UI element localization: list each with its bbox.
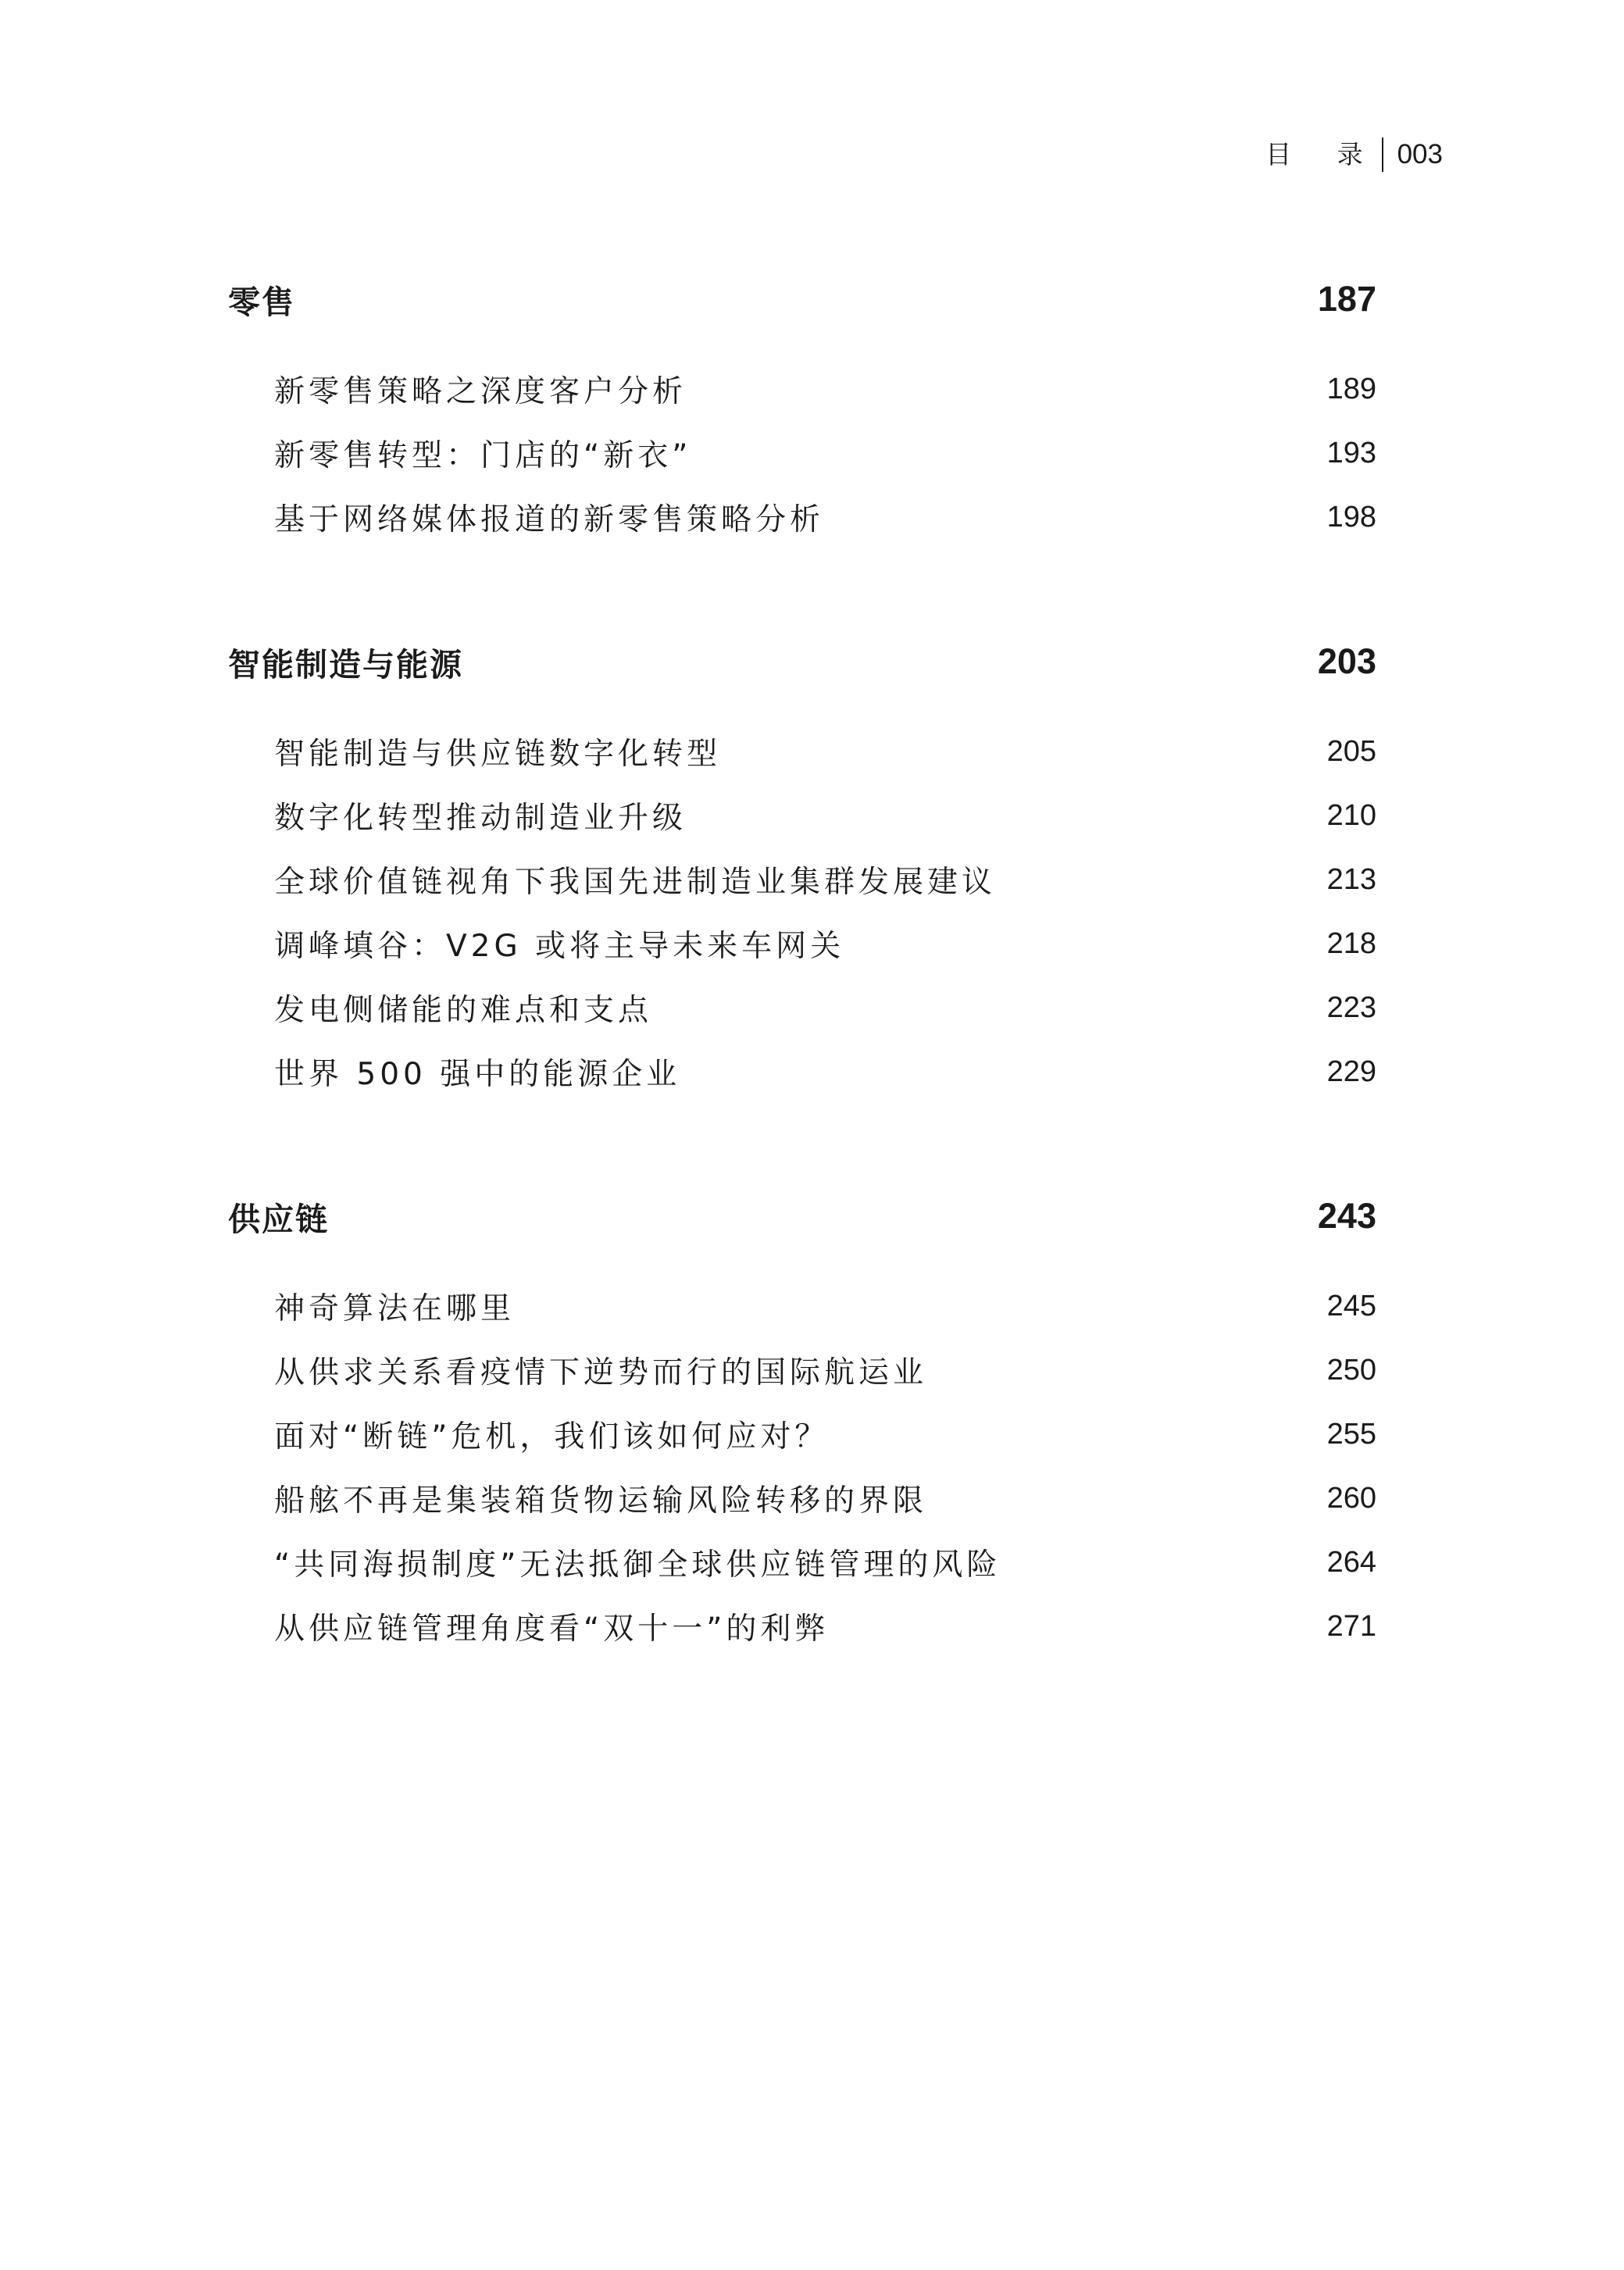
toc-section-retail bbox=[228, 277, 1376, 549]
entry-page-number: 218 bbox=[1326, 926, 1376, 960]
section-title: 智能制造与能源 bbox=[228, 645, 463, 683]
toc-entry[interactable] bbox=[228, 1338, 1376, 1402]
header-divider bbox=[1382, 137, 1383, 172]
table-of-contents bbox=[228, 277, 1376, 1658]
toc-entry[interactable] bbox=[228, 1402, 1376, 1466]
toc-section-supply-chain bbox=[228, 1194, 1376, 1658]
entry-title: 调峰填谷：V2G 或将主导未来车网关 bbox=[274, 929, 845, 964]
entry-title: 新零售转型：门店的“新衣” bbox=[274, 438, 692, 473]
entry-page-number: 193 bbox=[1326, 436, 1376, 469]
entry-title: 基于网络媒体报道的新零售策略分析 bbox=[274, 502, 825, 537]
entry-title: 新零售策略之深度客户分析 bbox=[274, 374, 687, 409]
section-spacer bbox=[228, 549, 1376, 640]
toc-entry[interactable] bbox=[228, 1594, 1376, 1658]
entry-page-number: 260 bbox=[1326, 1481, 1376, 1515]
entry-page-number: 245 bbox=[1326, 1289, 1376, 1322]
section-heading[interactable] bbox=[228, 277, 1376, 321]
section-spacer bbox=[228, 1104, 1376, 1194]
toc-entry[interactable] bbox=[228, 357, 1376, 421]
entry-page-number: 223 bbox=[1326, 990, 1376, 1024]
entry-page-number: 205 bbox=[1326, 734, 1376, 768]
entry-title: 从供求关系看疫情下逆势而行的国际航运业 bbox=[274, 1355, 928, 1390]
toc-entry[interactable] bbox=[228, 1530, 1376, 1594]
entry-title: 发电侧储能的难点和支点 bbox=[274, 993, 653, 1028]
running-header-page-number: 003 bbox=[1397, 139, 1443, 170]
section-title: 零售 bbox=[228, 283, 295, 321]
entry-title: 智能制造与供应链数字化转型 bbox=[274, 737, 722, 772]
toc-entry[interactable] bbox=[228, 1274, 1376, 1338]
toc-section-manufacturing-energy bbox=[228, 640, 1376, 1104]
entry-title: “共同海损制度”无法抵御全球供应链管理的风险 bbox=[274, 1547, 1001, 1583]
entry-page-number: 210 bbox=[1326, 798, 1376, 832]
entry-title: 世界 500 强中的能源企业 bbox=[274, 1057, 681, 1092]
entry-page-number: 271 bbox=[1326, 1609, 1376, 1643]
section-heading[interactable] bbox=[228, 1194, 1376, 1238]
running-header-label: 目 录 bbox=[1265, 139, 1382, 170]
section-heading[interactable] bbox=[228, 640, 1376, 683]
entry-title: 面对“断链”危机，我们该如何应对？ bbox=[274, 1419, 830, 1454]
toc-entry[interactable] bbox=[228, 719, 1376, 783]
section-page-number: 203 bbox=[1317, 641, 1376, 681]
toc-entry[interactable] bbox=[228, 976, 1376, 1040]
entry-title: 全球价值链视角下我国先进制造业集群发展建议 bbox=[274, 865, 997, 900]
entry-page-number: 255 bbox=[1326, 1417, 1376, 1451]
entry-page-number: 189 bbox=[1326, 372, 1376, 405]
toc-entry[interactable] bbox=[228, 848, 1376, 912]
entry-title: 数字化转型推动制造业升级 bbox=[274, 801, 687, 836]
entry-title: 船舷不再是集装箱货物运输风险转移的界限 bbox=[274, 1483, 928, 1519]
running-header bbox=[1265, 137, 1443, 172]
entry-title: 从供应链管理角度看“双十一”的利弊 bbox=[274, 1611, 830, 1647]
entry-page-number: 264 bbox=[1326, 1545, 1376, 1579]
entry-page-number: 198 bbox=[1326, 500, 1376, 534]
section-page-number: 187 bbox=[1317, 279, 1376, 319]
toc-entry[interactable] bbox=[228, 485, 1376, 549]
toc-entry[interactable] bbox=[228, 783, 1376, 848]
entry-page-number: 250 bbox=[1326, 1353, 1376, 1387]
section-title: 供应链 bbox=[228, 1200, 329, 1238]
toc-entry[interactable] bbox=[228, 421, 1376, 485]
entry-page-number: 213 bbox=[1326, 862, 1376, 896]
entry-title: 神奇算法在哪里 bbox=[274, 1291, 516, 1326]
section-page-number: 243 bbox=[1317, 1196, 1376, 1236]
toc-entry[interactable] bbox=[228, 912, 1376, 976]
toc-entry[interactable] bbox=[228, 1466, 1376, 1530]
toc-entry[interactable] bbox=[228, 1040, 1376, 1104]
entry-page-number: 229 bbox=[1326, 1055, 1376, 1088]
